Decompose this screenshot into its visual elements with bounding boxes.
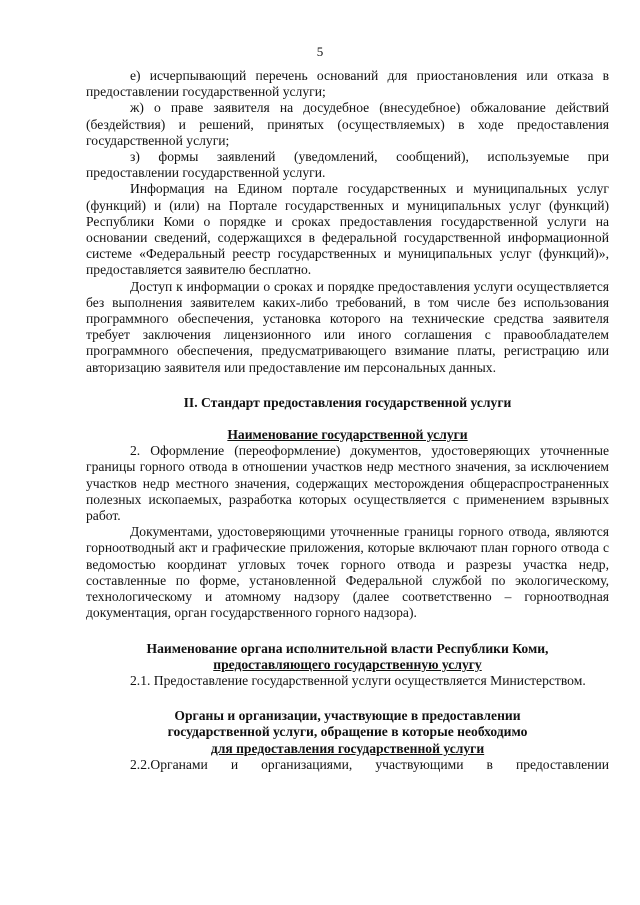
page-number: 5: [316, 44, 324, 59]
subsection-title-service-name: Наименование государственной услуги: [227, 427, 468, 443]
section-title: II. Стандарт предоставления государственной услуги: [183, 394, 512, 410]
subsection-title-authority-line2: предоставляющего государственную услугу: [213, 656, 482, 672]
paragraph-access-info: Доступ к информации о сроках и порядке предоставления услуги осуществляется без выполнения заявителем каких-либо требований, в том числе без использования программного обеспечения, установка которого на технические средства заявителя требует заключения лицензионного или иного соглашения с правообладателем программного обеспечения, предусматривающего взимание платы, регистрацию или авторизацию заявителя или предоставление им персональных данных.: [86, 278, 609, 375]
subsection-title-organizations-line3: для предоставления государственной услуги: [210, 740, 485, 756]
document-body: [86, 68, 609, 773]
subsection-title-organizations-line1: Органы и организации, участвующие в предоставлении: [174, 708, 521, 724]
subsection-title-authority-line1: Наименование органа исполнительной власти Республики Коми,: [146, 640, 549, 656]
paragraph-e: е) исчерпывающий перечень оснований для приостановления или отказа в предоставлении государственной услуги;: [86, 68, 609, 100]
paragraph-2-2: 2.2.Органами и организациями, участвующими в предоставлении: [130, 756, 609, 772]
paragraph-documents: Документами, удостоверяющими уточненные границы горного отвода, являются горноотводный акт и графические приложения, которые включают план горного отвода с ведомостью координат угловых точек горного отвода и разрезы участка недр, составленные по форме, установленной Федеральной службой по экологическому, технологическому и атомному надзору (далее соответственно – горноотводная документация, орган государственного горного надзора).: [86, 524, 609, 621]
subsection-title-organizations-line2: государственной услуги, обращение в которые необходимо: [167, 724, 528, 740]
paragraph-2-1: 2.1. Предоставление государственной услуги осуществляется Министерством.: [130, 672, 586, 688]
paragraph-zh: ж) о праве заявителя на досудебное (внесудебное) обжалование действий (бездействия) и решений, принятых (осуществляемых) в ходе предоставления государственной услуги;: [86, 100, 609, 148]
paragraph-portal-info: Информация на Едином портале государственных и муниципальных услуг (функций) и (или) на Портале государственных и муниципальных услуг (функций) Республики Коми о порядке и сроках предоставления государственной услуги на основании сведений, содержащихся в федеральной государственной информационной системе «Федеральный реестр государственных и муниципальных услуг (функций)», предоставляется заявителю бесплатно.: [86, 181, 609, 278]
paragraph-z: з) формы заявлений (уведомлений, сообщений), используемые при предоставлении государственной услуги.: [86, 149, 609, 181]
paragraph-2: 2. Оформление (переоформление) документов, удостоверяющих уточненные границы горного отвода в отношении участков недр местного значения, за исключением участков недр местного значения, содержащих месторождения общераспространенных полезных ископаемых, разработка которых осуществляется с применением взрывных работ.: [86, 443, 609, 524]
